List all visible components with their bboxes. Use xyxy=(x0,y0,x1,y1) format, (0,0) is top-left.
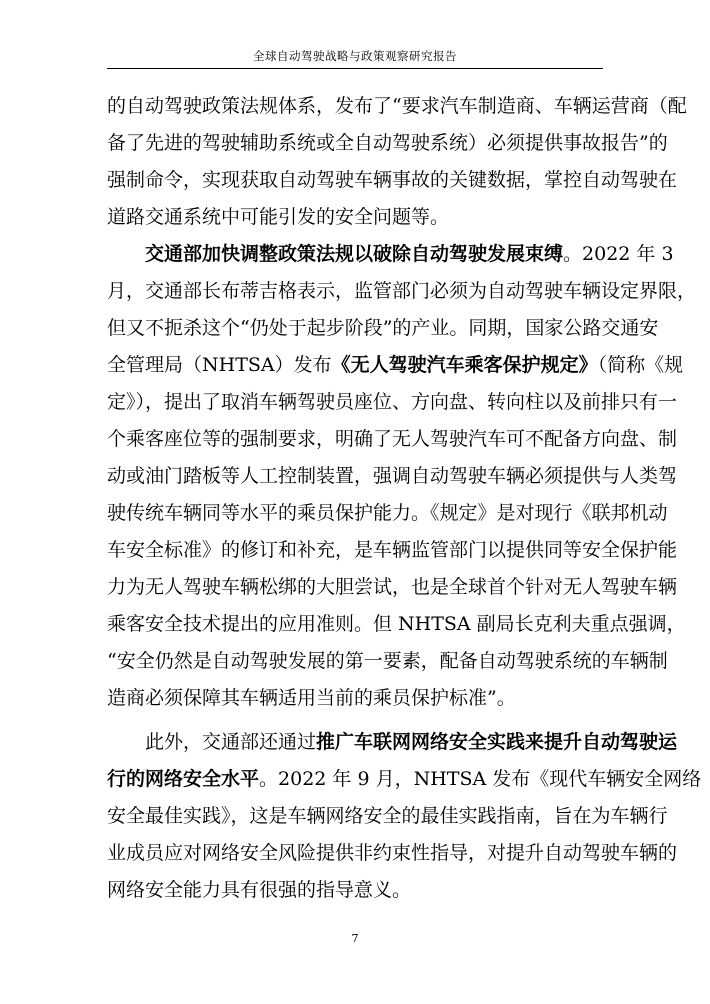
paragraph-line: 道路交通系统中可能引发的安全问题等。 xyxy=(107,206,450,228)
bold-heading-phrase: 推广车联网网络安全实践来提升自动驾驶运 xyxy=(316,731,678,753)
bold-heading-phrase: 交通部加快调整政策法规以破除自动驾驶发展束缚 xyxy=(145,243,564,265)
paragraph-line: 力为无人驾驶车辆松绑的大胆尝试，也是全球首个针对无人驾驶车辆 xyxy=(107,576,678,598)
header-rule xyxy=(107,68,603,69)
paragraph-line: 车安全标准》的修订和补充，是车辆监管部门以提供同等安全保护能 xyxy=(107,539,678,561)
paragraph-line xyxy=(145,236,674,272)
text-run: 此外，交通部还通过 xyxy=(145,731,317,753)
paragraph-line: 网络安全能力具有很强的指导意义。 xyxy=(107,879,412,901)
paragraph-line: 定》），提出了取消车辆驾驶员座位、方向盘、转向柱以及前排只有一 xyxy=(107,391,678,413)
paragraph-line xyxy=(145,724,678,760)
paragraph-line: 乘客安全技术提出的应用准则。但 NHTSA 副局长克利夫重点强调， xyxy=(107,613,686,635)
text-run: 。2022 年 3 xyxy=(563,243,674,265)
paragraph-line: 造商必须保障其车辆适用当前的乘员保护标准”。 xyxy=(107,687,516,709)
bold-heading-phrase: 行的网络安全水平 xyxy=(107,768,260,790)
text-run: 全管理局（NHTSA）发布 xyxy=(107,354,332,376)
paragraph-line: 动或油门踏板等人工控制装置，强调自动驾驶车辆必须提供与人类驾 xyxy=(107,465,678,487)
paragraph-line xyxy=(107,347,684,383)
paragraph-line: 个乘客座位等的强制要求，明确了无人驾驶汽车可不配备方向盘、制 xyxy=(107,428,678,450)
paragraph-line: 安全最佳实践》，这是车辆网络安全的最佳实践指南，旨在为车辆行 xyxy=(107,805,668,827)
regulation-title: 《无人驾驶汽车乘客保护规定》 xyxy=(331,354,598,376)
text-run: （简称《规 xyxy=(597,354,684,376)
running-header: 全球自动驾驶战略与政策观察研究报告 xyxy=(253,49,457,63)
paragraph-line: 驶传统车辆同等水平的乘员保护能力。《规定》是对现行《联邦机动 xyxy=(107,502,668,524)
paragraph-line: 业成员应对网络安全风险提供非约束性指导，对提升自动驾驶车辆的 xyxy=(107,842,678,864)
paragraph-line: “安全仍然是自动驾驶发展的第一要素，配备自动驾驶系统的车辆制 xyxy=(107,650,668,672)
paragraph-line: 备了先进的驾驶辅助系统或全自动驾驶系统）必须提供事故报告”的 xyxy=(107,132,668,154)
page-number: 7 xyxy=(351,932,359,945)
paragraph-line: 的自动驾驶政策法规体系，发布了“要求汽车制造商、车辆运营商（配 xyxy=(107,95,687,117)
paragraph-line: 但又不扼杀这个“仍处于起步阶段”的产业。同期，国家公路交通安 xyxy=(107,317,659,339)
paragraph-line: 强制命令，实现获取自动驾驶车辆事故的关键数据，掌控自动驾驶在 xyxy=(107,169,678,191)
text-run: 。2022 年 9 月，NHTSA 发布《现代车辆安全网络 xyxy=(259,768,702,790)
paragraph-line: 月，交通部长布蒂吉格表示，监管部门必须为自动驾驶车辆设定界限， xyxy=(107,280,697,302)
paragraph-line xyxy=(107,761,702,797)
